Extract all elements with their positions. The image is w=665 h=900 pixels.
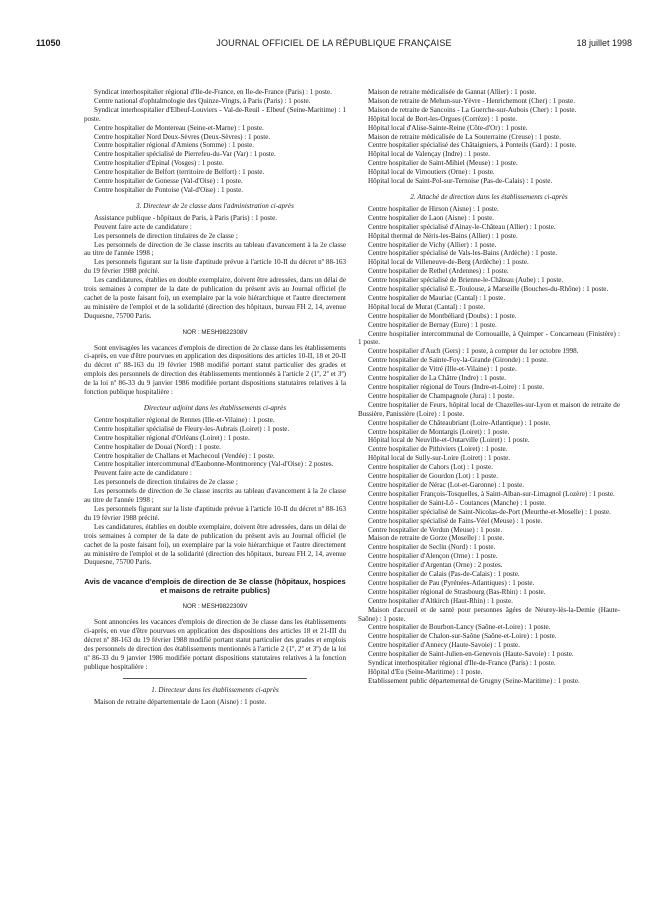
paragraph: Centre hospitalier de Sainte-Foy-la-Grande (Gironde) : 1 poste. bbox=[368, 356, 549, 365]
paragraph: Les candidatures, établies en double exemplaire, doivent être adressées, dans un délai de trois semaines à compter de la date de publication du présent avis au Journal officiel (le cachet de la poste faisant foi), un exemplaire par la voie hiérarchique et l'autre directement au ministère de l'emploi et de la solidarité (direction des hôpitaux, bureau FH 2, 14, avenue Duquesne, 75700 Paris. bbox=[84, 276, 346, 320]
right-paragraphs bbox=[358, 205, 620, 686]
paragraph: Syndicat interhospitalier d'Elbeuf-Louviers - Val-de-Reuil - Elbeuf (Seine-Maritime) : 1 poste. bbox=[84, 105, 346, 123]
journal-title: JOURNAL OFFICIEL DE LA RÉPUBLIQUE FRANÇAISE bbox=[216, 38, 452, 48]
paragraph: Syndicat interhospitalier régional d'Ile-de-France (Paris) : 1 poste. bbox=[368, 659, 556, 668]
paragraph: Centre hospitalier de Champagnole (Jura) : 1 poste. bbox=[368, 391, 515, 400]
paragraph: Centre hospitalier intercommunal d'Eaubonne-Montmorency (Val-d'Oise) : 2 postes. bbox=[94, 460, 334, 469]
paragraph: Centre hospitalier de Châteaubriant (Loire-Atlantique) : 1 poste. bbox=[368, 418, 551, 427]
paragraph: Centre hospitalier d'Altkirch (Haut-Rhin) : 1 poste. bbox=[368, 596, 513, 605]
paragraph: Hôpital local de Neuville-et-Outarville (Loiret) : 1 poste. bbox=[368, 436, 530, 445]
paragraph: Centre hospitalier de Belfort (territoire de Belfort) : 1 poste. bbox=[94, 168, 265, 177]
heading-directeur-etablissements: 1. Directeur dans les établissements ci-après bbox=[151, 685, 279, 694]
paragraph: Centre hospitalier Nord Deux-Sèvres (Deux-Sèvres) : 1 poste. bbox=[94, 132, 271, 141]
paragraph: Centre hospitalier régional de Rennes (Ille-et-Vilaine) : 1 poste. bbox=[94, 415, 275, 424]
paragraph: Centre hospitalier de La Châtre (Indre) : 1 poste. bbox=[368, 374, 507, 383]
section-title-avis-vacance: Avis de vacance d'emplois de direction de 3e classe (hôpitaux, hospices et maisons de retraite publics) bbox=[84, 577, 346, 596]
paragraph: Centre hospitalier de Vichy (Allier) : 1 poste. bbox=[368, 240, 497, 249]
paragraph: Hôpital local d'Alise-Sainte-Reine (Côte-d'Or) : 1 poste. bbox=[368, 123, 528, 132]
paragraph: Centre hospitalier de Saint-Lô - Coutances (Manche) : 1 poste. bbox=[368, 498, 547, 507]
paragraph: Peuvent faire acte de candidature : bbox=[94, 222, 192, 231]
paragraph: Hôpital local de Sully-sur-Loire (Loiret) : 1 poste. bbox=[368, 454, 511, 463]
paragraph: Centre hospitalier spécialisé de Fleury-les-Aubrais (Loiret) : 1 poste. bbox=[94, 424, 290, 433]
paragraph: Centre hospitalier François-Tosquelles, à Saint-Alban-sur-Limagnol (Lozère) : 1 poste. bbox=[368, 489, 615, 498]
paragraph: Maison de retraite médicalisée de Gannat (Allier) : 1 poste. bbox=[368, 88, 537, 96]
paragraph: Centre hospitalier de Gonesse (Val-d'Oise) : 1 poste. bbox=[94, 177, 243, 186]
paragraph: Centre hospitalier d'Auch (Gers) : 1 poste, à compter du 1er octobre 1998. bbox=[368, 347, 579, 356]
paragraph: Centre hospitalier de Montbéliard (Doubs) : 1 poste. bbox=[368, 311, 517, 320]
paragraph: Centre hospitalier de Verdun (Meuse) : 1 poste. bbox=[368, 525, 503, 534]
paragraph: Les personnels figurant sur la liste d'aptitude prévue à l'article 10-II du décret nº 88-163 du 19 février 1988 précité. bbox=[84, 258, 346, 276]
paragraph: Les personnels de direction de 3e classe inscrits au tableau d'avancement à la 2e classe au titre de l'année 1998 ; bbox=[84, 240, 346, 258]
left-last-paragraphs bbox=[84, 698, 346, 707]
paragraph: Centre hospitalier d'Annecy (Haute-Savoie) : 1 poste. bbox=[368, 641, 520, 650]
paragraph: Centre national d'ophtalmologie des Quinze-Vingts, à Paris (Paris) : 1 poste. bbox=[94, 96, 311, 105]
paragraph: Centre hospitalier de Pau (Pyrénées-Atlantiques) : 1 poste. bbox=[368, 578, 535, 587]
paragraph: Centre hospitalier spécialisé de Fains-Véel (Meuse) : 1 poste. bbox=[368, 516, 543, 525]
heading-attache-direction: 2. Attaché de direction dans les établissements ci-après bbox=[410, 192, 568, 201]
nor-reference-1: NOR : MESH9822308V bbox=[182, 328, 248, 336]
intro-paragraphs bbox=[84, 344, 346, 397]
paragraph: Centre hospitalier de Rethel (Ardennes) : 1 poste. bbox=[368, 267, 509, 276]
page-header bbox=[36, 38, 632, 54]
paragraph: Centre hospitalier de Nérac (Lot-et-Garonne) : 1 poste. bbox=[368, 480, 525, 489]
paragraph: Centre hospitalier spécialisé de Saint-Nicolas-de-Port (Meurthe-et-Moselle) : 1 poste. bbox=[368, 507, 611, 516]
paragraph: Centre hospitalier de Montargis (Loiret) : 1 poste. bbox=[368, 427, 510, 436]
paragraph: Hôpital thermal de Néris-les-Bains (Allier) : 1 poste. bbox=[368, 231, 518, 240]
left-top-list bbox=[84, 88, 346, 195]
paragraph: Centre hospitalier d'Argentan (Orne) : 2 postes. bbox=[368, 561, 503, 570]
paragraph: Sont annoncées les vacances d'emplois de direction de 3e classe dans les établissements ci-après, en vue d'être pourvues en application des dispositions des articles 18 et 21-III du décret nº 88-163 du 19 février 1988 modifié portant statut particulier des grades et emplois des personnels de direction des établissements mentionnés à l'article 2 (1º, 2º et 3º) de la loi nº 86-33 du 9 janvier 1986 modifiée portant dispositions statutaires relatives à la fonction publique hospitalière : bbox=[84, 618, 346, 671]
paragraph: Centre hospitalier spécialisé d'Ainay-le-Château (Allier) : 1 poste. bbox=[368, 222, 556, 231]
paragraph: Centre hospitalier de Cahors (Lot) : 1 poste. bbox=[368, 463, 493, 472]
heading-directeur-2e-classe: 3. Directeur de 2e classe dans l'administration ci-après bbox=[136, 201, 294, 210]
paragraph: Syndicat interhospitalier régional d'Ile-de-France, en Ile-de-France (Paris) : 1 poste. bbox=[94, 88, 332, 96]
paragraph: Centre hospitalier de Seclin (Nord) : 1 poste. bbox=[368, 543, 496, 552]
paragraph: Maison de retraite médicalisée de La Souterraine (Creuse) : 1 poste. bbox=[368, 132, 561, 141]
paragraph: Centre hospitalier intercommunal de Cornouaille, à Quimper - Concarneau (Finistère) : 1 poste. bbox=[358, 329, 620, 347]
paragraph: Centre hospitalier de Laon (Aisne) : 1 poste. bbox=[368, 213, 495, 222]
nor-reference-2: NOR : MESH9822309V bbox=[182, 603, 248, 611]
right-column bbox=[358, 88, 620, 686]
paragraph: Maison de retraite de Mehun-sur-Yèvre - Henrichemont (Cher) : 1 poste. bbox=[368, 96, 575, 105]
paragraph: Hôpital local de Villeneuve-de-Berg (Ardèche) : 1 poste. bbox=[368, 258, 529, 267]
paragraph: Centre hospitalier de Vitré (Ille-et-Vilaine) : 1 poste. bbox=[368, 365, 517, 374]
paragraph: Centre hospitalier de Mauriac (Cantal) : 1 poste. bbox=[368, 293, 506, 302]
paragraph: Maison de retraite de Gorze (Moselle) : 1 poste. bbox=[368, 534, 505, 543]
section3-paragraphs bbox=[84, 214, 346, 321]
paragraph: Centre hospitalier de Saint-Julien-en-Genevois (Haute-Savoie) : 1 poste. bbox=[368, 650, 574, 659]
paragraph: Centre hospitalier de Pithiviers (Loiret) : 1 poste. bbox=[368, 445, 508, 454]
paragraph: Peuvent faire acte de candidature : bbox=[94, 469, 192, 478]
divider-rule bbox=[123, 678, 306, 679]
paragraph: Centre hospitalier de Douai (Nord) : 1 poste. bbox=[94, 442, 221, 451]
paragraph: Centre hospitalier régional d'Orléans (Loiret) : 1 poste. bbox=[94, 433, 250, 442]
paragraph: Centre hospitalier de Gourdon (Lot) : 1 poste. bbox=[368, 472, 499, 481]
paragraph: Centre hospitalier d'Alençon (Orne) : 1 poste. bbox=[368, 552, 498, 561]
paragraph: Les personnels de direction titulaires de 2e classe ; bbox=[94, 478, 238, 487]
paragraph: Les personnels figurant sur la liste d'aptitude prévue à l'article 10-II du décret nº 88-163 du 19 février 1988 précité. bbox=[84, 504, 346, 522]
paragraph: Centre hospitalier spécialisé des Châtaigniers, à Ponteils (Gard) : 1 poste. bbox=[368, 141, 577, 150]
paragraph: Centre hospitalier de Challans et Machecoul (Vendée) : 1 poste. bbox=[94, 451, 275, 460]
paragraph: Centre hospitalier spécialisé de Vals-les-Bains (Ardèche) : 1 poste. bbox=[368, 249, 558, 258]
paragraph: Hôpital local de Vimoutiers (Orne) : 1 poste. bbox=[368, 168, 495, 177]
paragraph: Les candidatures, établies en double exemplaire, doivent être adressées, dans un délai de trois semaines à compter de la date de publication du présent avis au Journal officiel (le cachet de la poste faisant foi), un exemplaire par la voie hiérarchique et l'autre directement au ministère de l'emploi et de la solidarité (direction des hôpitaux, bureau FH 2, 14, avenue Duquesne, 75700 Paris. bbox=[84, 522, 346, 567]
paragraph: Maison de retraite de Sancoins - La Guerche-sur-Aubois (Cher) : 1 poste. bbox=[368, 105, 577, 114]
paragraph: Sont envisagées les vacances d'emplois de direction de 2e classe dans les établissements ci-après, en vue d'être pourvues en application des dispositions des articles 10-II, 18 et 20-II du décret nº 88-163 du 19 février 1988 modifié portant statut particulier des grades et emplois des personnels de direction des établissements mentionnés à l'article 2 (1º, 2º et 3º) de la loi nº 86-33 du 9 janvier 1986 modifiée portant dispositions statutaires relatives à la fonction publique hospitalière : bbox=[84, 343, 346, 397]
paragraph: Centre hospitalier spécialisé de Pierrefeu-du-Var (Var) : 1 poste. bbox=[94, 150, 276, 159]
paragraph: Hôpital local de Saint-Pol-sur-Ternoise (Pas-de-Calais) : 1 poste. bbox=[368, 177, 553, 186]
paragraph: Centre hospitalier de Bernay (Eure) : 1 poste. bbox=[368, 320, 497, 329]
paragraph: Hôpital local de Bort-les-Orgues (Corrèze) : 1 poste. bbox=[368, 114, 518, 123]
heading-directeur-adjoint: Directeur adjoint dans les établissements ci-après bbox=[143, 404, 287, 412]
right-top-list bbox=[358, 88, 620, 186]
paragraph: Hôpital d'Eu (Seine-Maritime) : 1 poste. bbox=[368, 668, 483, 676]
adjoint-paragraphs bbox=[84, 416, 346, 567]
paragraph: Centre hospitalier de Saint-Mihiel (Meuse) : 1 poste. bbox=[368, 159, 518, 168]
paragraph: Maison d'accueil et de santé pour personnes âgées de Neurey-lès-la-Demie (Haute-Saône) : 1 poste. bbox=[358, 605, 620, 623]
paragraph: Les personnels de direction de 3e classe inscrits au tableau d'avancement à la 2e classe au titre de l'année 1998 ; bbox=[84, 487, 346, 505]
paragraph: Hôpital local de Murat (Cantal) : 1 poste. bbox=[368, 302, 486, 311]
paragraph: Centre hospitalier d'Epinal (Vosges) : 1 poste. bbox=[94, 159, 224, 168]
paragraph: Centre hospitalier régional de Tours (Indre-et-Loire) : 1 poste. bbox=[368, 383, 545, 391]
paragraph: Centre hospitalier de Pontoise (Val-d'Oise) : 1 poste. bbox=[94, 185, 244, 194]
paragraph: Centre hospitalier de Bourbon-Lancy (Saône-et-Loire) : 1 poste. bbox=[368, 623, 551, 632]
paragraph: Maison de retraite départementale de Laon (Aisne) : 1 poste. bbox=[94, 697, 267, 706]
paragraph: Centre hospitalier de Calais (Pas-de-Calais) : 1 poste. bbox=[368, 570, 520, 579]
paragraph: Centre hospitalier régional d'Amiens (Somme) : 1 poste. bbox=[94, 141, 255, 150]
paragraph: Centre hospitalier spécialisé de Brienne-le-Château (Aube) : 1 poste. bbox=[368, 276, 564, 285]
paragraph: Centre hospitalier de Hirson (Aisne) : 1 poste. bbox=[368, 204, 499, 213]
left-column bbox=[84, 88, 346, 706]
paragraph: Centre hospitalier spécialisé E.-Toulouse, à Marseille (Bouches-du-Rhône) : 1 poste. bbox=[368, 285, 609, 294]
paragraph: Centre hospitalier régional de Strasbourg (Bas-Rhin) : 1 poste. bbox=[368, 587, 546, 596]
paragraph: Hôpital local de Valençay (Indre) : 1 poste. bbox=[368, 150, 490, 159]
paragraph: Centre hospitalier de Feurs, hôpital local de Chazelles-sur-Lyon et maison de retraite de Bussière, Panissière (Loire) : 1 poste. bbox=[358, 400, 620, 418]
paragraph: Les personnels de direction titulaires de 2e classe ; bbox=[94, 231, 238, 240]
paragraph: Etablissement public départemental de Grugny (Seine-Maritime) : 1 poste. bbox=[368, 676, 580, 685]
paragraph: Assistance publique - hôpitaux de Paris, à Paris (Paris) : 1 poste. bbox=[94, 213, 278, 222]
paragraph: Centre hospitalier de Montereau (Seine-et-Marne) : 1 poste. bbox=[94, 123, 264, 132]
page-date: 18 juillet 1998 bbox=[576, 38, 632, 48]
paragraph: Centre hospitalier de Chalon-sur-Saône (Saône-et-Loire) : 1 poste. bbox=[368, 632, 557, 641]
page-number: 11050 bbox=[36, 38, 61, 48]
section2-intro bbox=[84, 618, 346, 671]
